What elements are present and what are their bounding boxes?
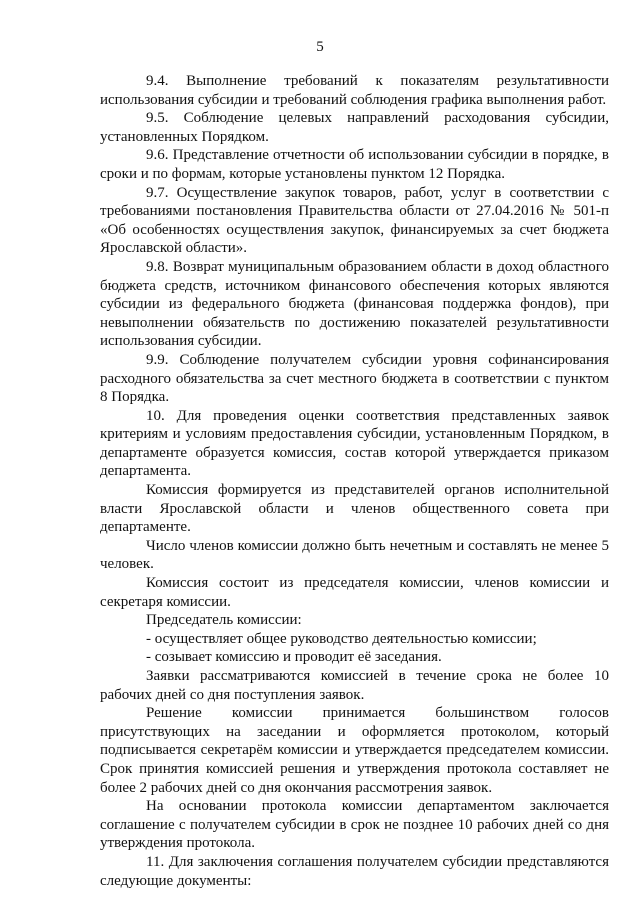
paragraph-decision: Решение комиссии принимается большинством голосов присутствующих на заседании и оформляется протоколом, который подписывается секретарём комиссии и утверждается председателем комиссии. Срок принятия комиссией решения и утверждения протокола составляет не более 2 рабочих дней со дня окончания рассмотрения заявок. (100, 705, 609, 796)
paragraph-9-5: 9.5. Соблюдение целевых направлений расходования субсидии, установленных Порядком. (100, 110, 609, 145)
page-number: 5 (316, 39, 324, 55)
paragraph-9-9: 9.9. Соблюдение получателем субсидии уровня софинансирования расходного обязательства за счет местного бюджета в соответствии с пунктом 8 Порядка. (100, 351, 609, 406)
paragraph-9-6: 9.6. Представление отчетности об использовании субсидии в порядке, в сроки и по формам, которые установлены пунктом 12 Порядка. (100, 147, 609, 182)
paragraph-9-4: 9.4. Выполнение требований к показателям результативности использования субсидии и требований соблюдения графика выполнения работ. (100, 73, 609, 108)
paragraph-commission-size: Число членов комиссии должно быть нечетным и составлять не менее 5 человек. (100, 537, 609, 573)
paragraph-11: 11. Для заключения соглашения получателем субсидии представляются следующие документы: (100, 853, 609, 889)
paragraph-review-period: Заявки рассматриваются комиссией в течение срока не более 10 рабочих дней со дня поступления заявок. (100, 668, 609, 703)
list-item-general-management: - осуществляет общее руководство деятельностью комиссии; (146, 630, 537, 647)
paragraph-agreement: На основании протокола комиссии департаментом заключается соглашение с получателем субсидии в срок не позднее 10 рабочих дней со дня утверждения протокола. (100, 798, 609, 852)
paragraph-commission-composition: Комиссия формируется из представителей органов исполнительной власти Ярославской области и членов общественного совета при департаменте. (100, 482, 609, 536)
document-body (100, 72, 609, 890)
paragraph-10: 10. Для проведения оценки соответствия представленных заявок критериям и условиям предоставления субсидии, установленным Порядком, в департаменте образуется комиссия, состав которой утверждается приказом департамента. (100, 407, 609, 480)
paragraph-9-8: 9.8. Возврат муниципальным образованием области в доход областного бюджета средств, источником финансового обеспечения которых являются субсидии из федерального бюджета (финансовая поддержка фондов), при невыполнении обязательств по достижению показателей результативности использования субсидии. (100, 258, 609, 350)
paragraph-9-7: 9.7. Осуществление закупок товаров, работ, услуг в соответствии с требованиями постановления Правительства области от 27.04.2016 № 501-п «Об особенностях осуществления закупок, финансируемых за счет бюджета Ярославской области». (100, 184, 609, 257)
list-item-convenes-meetings: - созывает комиссию и проводит её заседания. (146, 649, 442, 666)
paragraph-chairman: Председатель комиссии: (146, 612, 302, 629)
paragraph-commission-members: Комиссия состоит из председателя комиссии, членов комиссии и секретаря комиссии. (100, 575, 609, 610)
